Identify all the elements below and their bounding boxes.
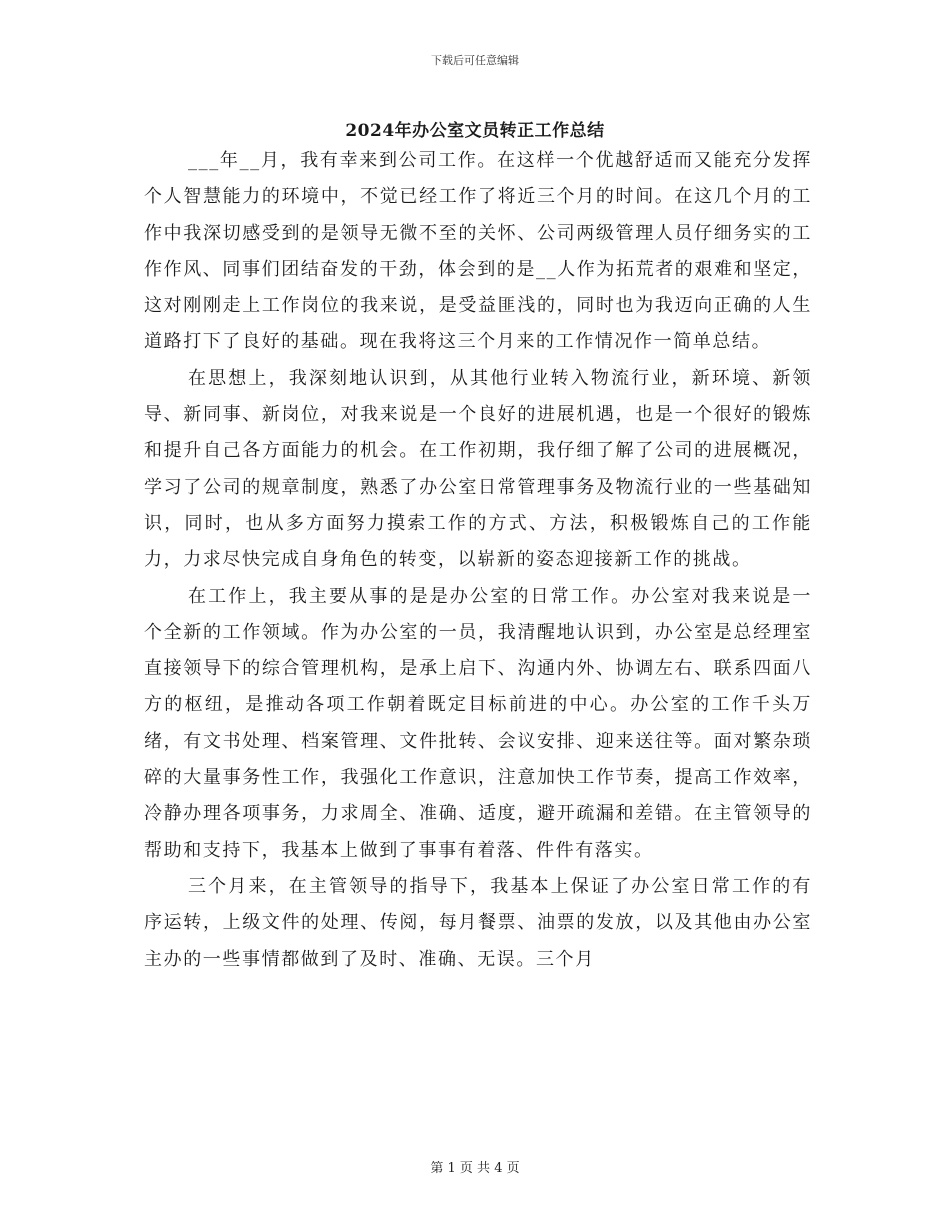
paragraph-thinking: 在思想上，我深刻地认识到，从其他行业转入物流行业，新环境、新领导、新同事、新岗位，对我来说是一个良好的进展机遇，也是一个很好的锻炼和提升自己各方面能力的机会。在工作初期，我仔细了解了公司的进展概况，学习了公司的规章制度，熟悉了办公室日常管理事务及物流行业的一些基础知识，同时，也从多方面努力摸索工作的方式、方法，积极锻炼自己的工作能力，力求尽快完成自身角色的转变，以崭新的姿态迎接新工作的挑战。 [144, 367, 812, 571]
document-body [144, 143, 812, 978]
page-number: 第 1 页 共 4 页 [430, 1161, 520, 1176]
paragraph-intro: ___年__月，我有幸来到公司工作。在这样一个优越舒适而又能充分发挥个人智慧能力的环境中，不觉已经工作了将近三个月的时间。在这几个月的工作中我深切感受到的是领导无微不至的关怀、公司两级管理人员仔细务实的工作作风、同事们团结奋发的干劲，体会到的是__人作为拓荒者的艰难和坚定，这对刚刚走上工作岗位的我来说，是受益匪浅的，同时也为我迈向正确的人生道路打下了良好的基础。现在我将这三个月来的工作情况作一简单总结。 [144, 150, 812, 353]
document-title: 2024年办公室文员转正工作总结 [345, 121, 605, 141]
page-header-note: 下载后可任意编辑 [431, 54, 519, 67]
paragraph-work: 在工作上，我主要从事的是是办公室的日常工作。办公室对我来说是一个全新的工作领域。作为办公室的一员，我清醒地认识到，办公室是总经理室直接领导下的综合管理机构，是承上启下、沟通内外、协调左右、联系四面八方的枢纽，是推动各项工作朝着既定目标前进的中心。办公室的工作千头万绪，有文书处理、档案管理、文件批转、会议安排、迎来送往等。面对繁杂琐碎的大量事务性工作，我强化工作意识，注意加快工作节奏，提高工作效率，冷静办理各项事务，力求周全、准确、适度，避开疏漏和差错。在主管领导的帮助和支持下，我基本上做到了事事有着落、件件有落实。 [144, 585, 812, 861]
paragraph-three-months: 三个月来，在主管领导的指导下，我基本上保证了办公室日常工作的有序运转，上级文件的处理、传阅，每月餐票、油票的发放，以及其他由办公室主办的一些事情都做到了及时、准确、无误。三个月 [144, 875, 812, 970]
